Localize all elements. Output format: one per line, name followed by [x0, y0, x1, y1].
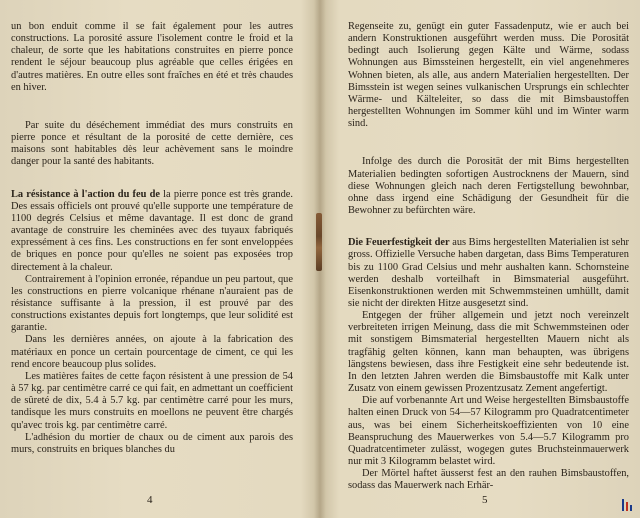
right-paragraph-4: Entgegen der früher allgemein und jetzt noch vereinzelt verbreiteten irrigen Meinung, dass die mit Schwemmsteinen oder mit sonstigem Bimsmaterial hergestellten Mauern nicht als tragfähig gelten können, kann man behaupten, was übrigens längstens bewiesen, dass ihre Festigkeit eine sehr bedeutende ist. In den letzten Jahren werden die Bimsbaustoffe mit Kalk unter Zusatz von einem gewissen Prozentzusatz Zement angefertigt.: [348, 310, 629, 395]
right-paragraph-1: Regenseite zu, genügt ein guter Fassadenputz, wie er auch bei andern Konstruktionen ausgeführt werden muss. Die Porosität bedingt auch Isolierung gegen Kälte und Wärme, sodass Wohnungen aus Bimssteinen hergestellt, ein viel angenehmeres Wohnen bieten, als alle, aus andern Materialien hergestellten. Der Bimsstein ist wegen seines vulkanischen Ursprungs ein schlechter Wärme- und Kälteleiter, so dass die mit Bimsbaustoffen hergestellten Wohnungen im Sommer kühl und im Winter warm sind.: [348, 21, 629, 130]
left-paragraph-1: un bon enduit comme il se fait également pour les autres constructions. La porosité assure l'isolement contre le froid et la chaleur, de sorte que les habitations construites en pierre ponce rendent le séjour beaucoup plus agréable que celles érigées en d'autres matières. En outre elles sont fraîches en été et très chaudes en hiver.: [11, 21, 293, 93]
right-paragraph-3-text: aus Bims hergestellten Materialien ist sehr gross. Offizielle Versuche haben dargetan, dass Bims Temperaturen bis zu 1100 Grad Celsius und mehr aushalten kann. Schornsteine werden deshalb vorteilhaft in Bimsmaterial ausgeführt. Eisenkonstruktionen werden mit Schwemmsteinen umhüllt, damit sie nicht der direkten Hitze ausgesetzt sind.: [348, 237, 629, 309]
right-paragraph-3: [348, 237, 629, 310]
right-text-column: [348, 21, 629, 492]
left-section-heading: La résistance à l'action du feu de: [11, 188, 160, 200]
right-paragraph-5: Die auf vorbenannte Art und Weise hergestellten Bimsbaustoffe halten einen Druck von 54—57 Kilogramm pro Quadratcentimeter aus, was bei einem Sicherheitskoeffizienten von 10 eine Beanspruchung des Mauerwerkes von 5.4—5.7 Kilogramm pro Quadratcentimeter zulässt, wogegen gutes Bruchsteinmauerwerk nur mit 3 Kilogramm belastet wird.: [348, 395, 629, 467]
left-paragraph-7: L'adhésion du mortier de chaux ou de ciment aux parois des murs, construits en briques blanches du: [11, 431, 293, 455]
left-text-column: [11, 21, 293, 456]
left-page-number: 4: [147, 494, 153, 506]
right-section-heading: Die Feuerfestigkeit der: [348, 237, 450, 249]
right-page-number: 5: [482, 494, 488, 506]
left-paragraph-2: Par suite du déséchement immédiat des murs construits en pierre ponce et résultant de la porosité de cette dernière, ces maisons sont habitables dès leur achèvement sans le moindre danger pour la santé des habitants.: [11, 119, 293, 168]
left-paragraph-5: Dans les dernières années, on ajoute à la fabrication des matériaux en ponce un certain pourcentage de ciment, ce qui les rend encore beaucoup plus solides.: [11, 334, 293, 370]
archive-logo-icon: [620, 498, 636, 512]
right-page: [322, 0, 640, 518]
left-page: [0, 0, 318, 518]
left-paragraph-4: Contrairement à l'opinion erronée, répandue un peu partout, que les constructions en pierre volcanique rhénane n'auraient pas de résistance suffisante à la pression, il est prouvé par des constructions existantes depuis fort longtemps, que leur solidité est garantie.: [11, 273, 293, 334]
left-paragraph-3-text: la pierre ponce est très grande. Des essais officiels ont prouvé qu'elle supporte une température de 1100 degrés Celsius et même davantage. Il est donc de grand avantage de construire les cheminées avec des tuyaux fabriqués expressément à ces fins. Les constructions en fer sont enveloppées de briques en ponce pour qu'elles ne soient pas exposées trop directement à la chaleur.: [11, 188, 294, 273]
left-paragraph-6: Les matières faites de cette façon résistent à une pression de 54 à 57 kg. par centimètre carré ce qui fait, en admettant un coefficient de sûreté de dix, 5.4 à 5.7 kg. par centimètre carré pour les murs, tandisque les murs construits en moellons ne peuvent être chargés qu'avec trois kg. par centimètre carré.: [11, 370, 293, 431]
right-paragraph-2: Infolge des durch die Porosität der mit Bims hergestellten Materialien bedingten sofortigen Austrocknens der Mauern, sind diese Wohnungen gleich nach deren Fertigstellung bewohnbar, ohne dass irgend eine Schädigung der Gesundheit für die Bewohner zu befürchten wäre.: [348, 156, 629, 217]
right-paragraph-6: Der Mörtel haftet äusserst fest an den rauhen Bimsbaustoffen, sodass das Mauerwerk nach Erhär-: [348, 468, 629, 492]
left-paragraph-3: [11, 189, 293, 274]
